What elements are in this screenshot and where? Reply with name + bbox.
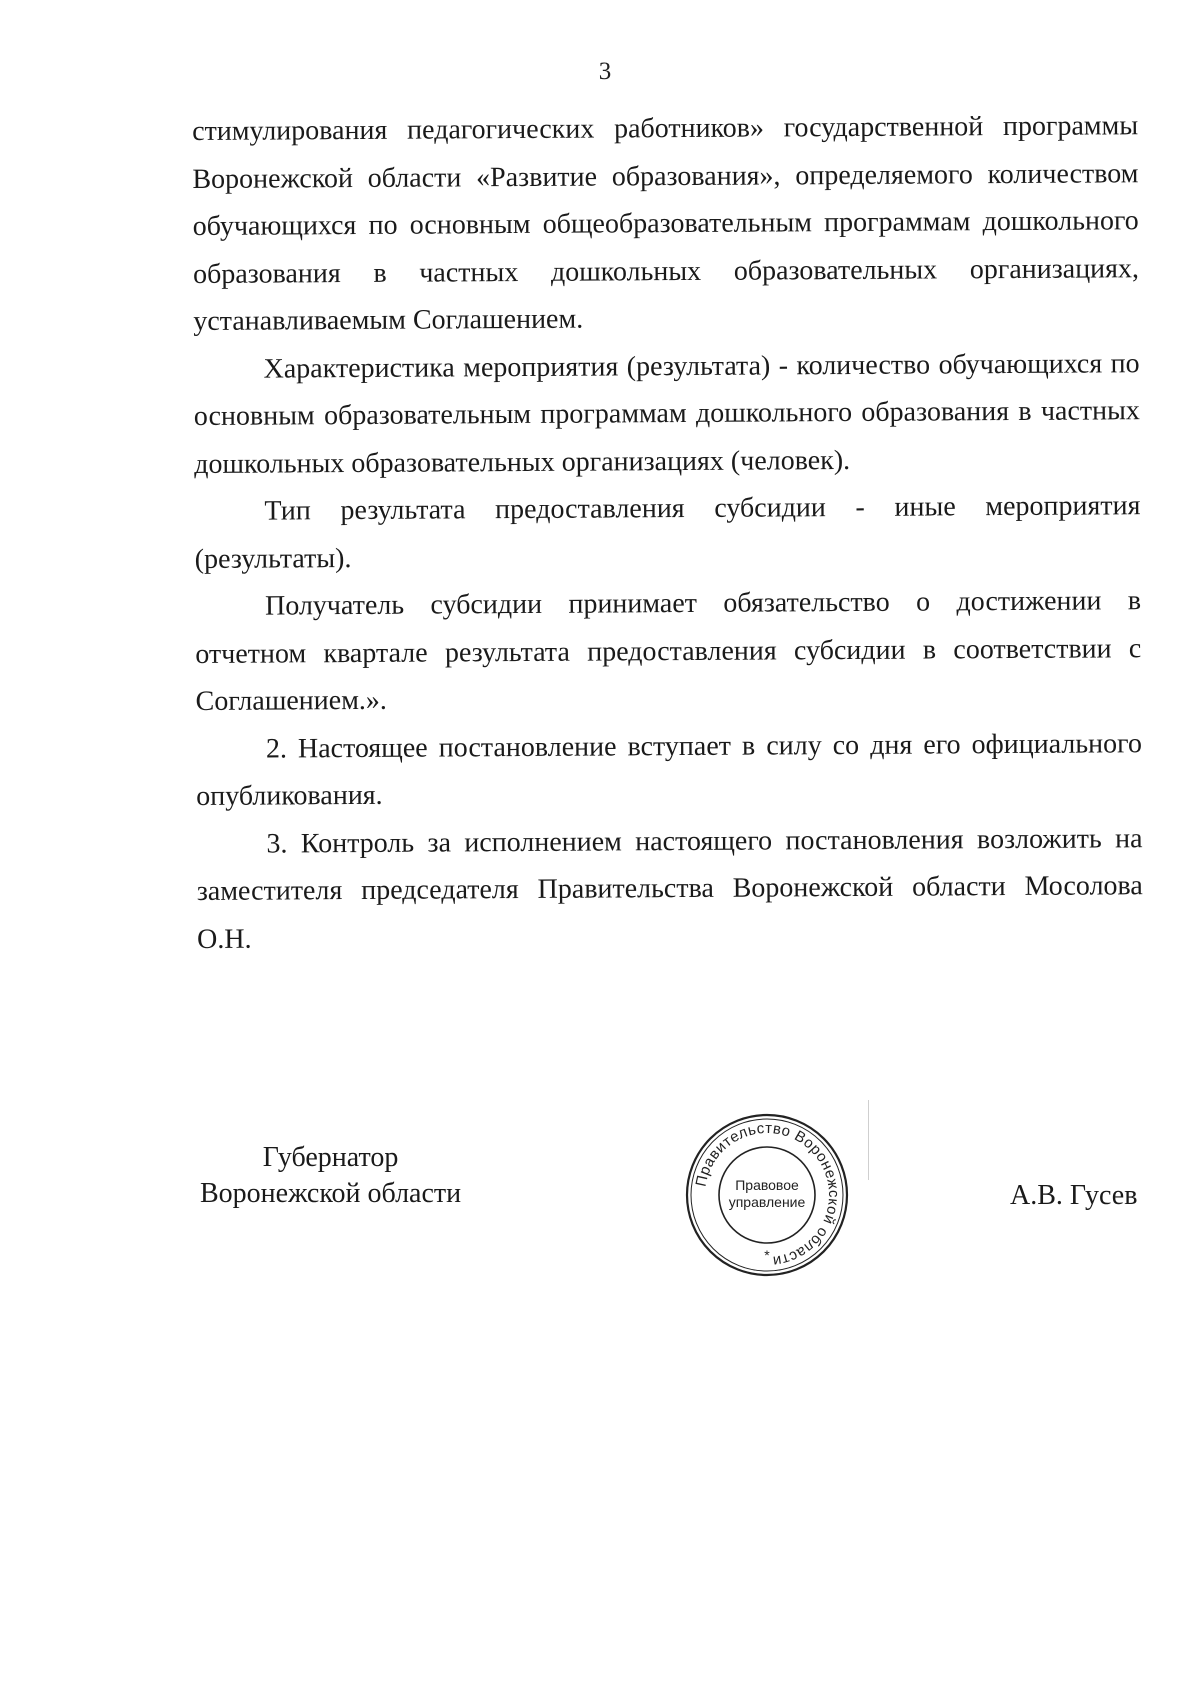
paragraph: Тип результата предоставления субсидии - иные мероприятия (результаты). — [194, 490, 1141, 575]
signatory-title-line2: Воронежской области — [200, 1178, 462, 1209]
signature-block — [0, 1119, 1200, 1310]
page-number: 3 — [598, 58, 612, 85]
signatory-name: А.В. Гусев — [1010, 1180, 1138, 1211]
signatory-title — [200, 1140, 461, 1212]
paragraph: 3. Контроль за исполнением настоящего постановления возложить на заместителя председателя Правительства Воронежской области Мосолова О.Н. — [196, 822, 1143, 955]
stamp-star: * — [764, 1247, 770, 1263]
paragraph: Получатель субсидии принимает обязательство о достижении в отчетном квартале результата предоставления субсидии в соответствии с Соглашением.». — [195, 585, 1142, 717]
paragraph: Характеристика мероприятия (результата) - количество обучающихся по основным образовательным программам дошкольного образования в частных дошкольных образовательных организациях (человек). — [193, 347, 1140, 480]
stamp-center-line2: управление — [728, 1194, 806, 1210]
stamp-center-line1: Правовое — [735, 1177, 799, 1193]
stamp-ring-text: Правительство Воронежской области — [692, 1119, 843, 1270]
signatory-title-line1: Губернатор — [262, 1142, 399, 1173]
official-stamp — [682, 1110, 852, 1280]
document-body — [192, 102, 1143, 963]
paragraph: стимулирования педагогических работников» государственной программы Воронежской области «Развитие образования», определяемого количеством обучающихся по основным общеобразовательным программам дошкольного образования в частных дошкольных образовательных организациях, устанавливаемым Соглашением. — [192, 110, 1140, 337]
paragraph: 2. Настоящее постановление вступает в силу со дня его официального опубликования. — [196, 727, 1142, 812]
